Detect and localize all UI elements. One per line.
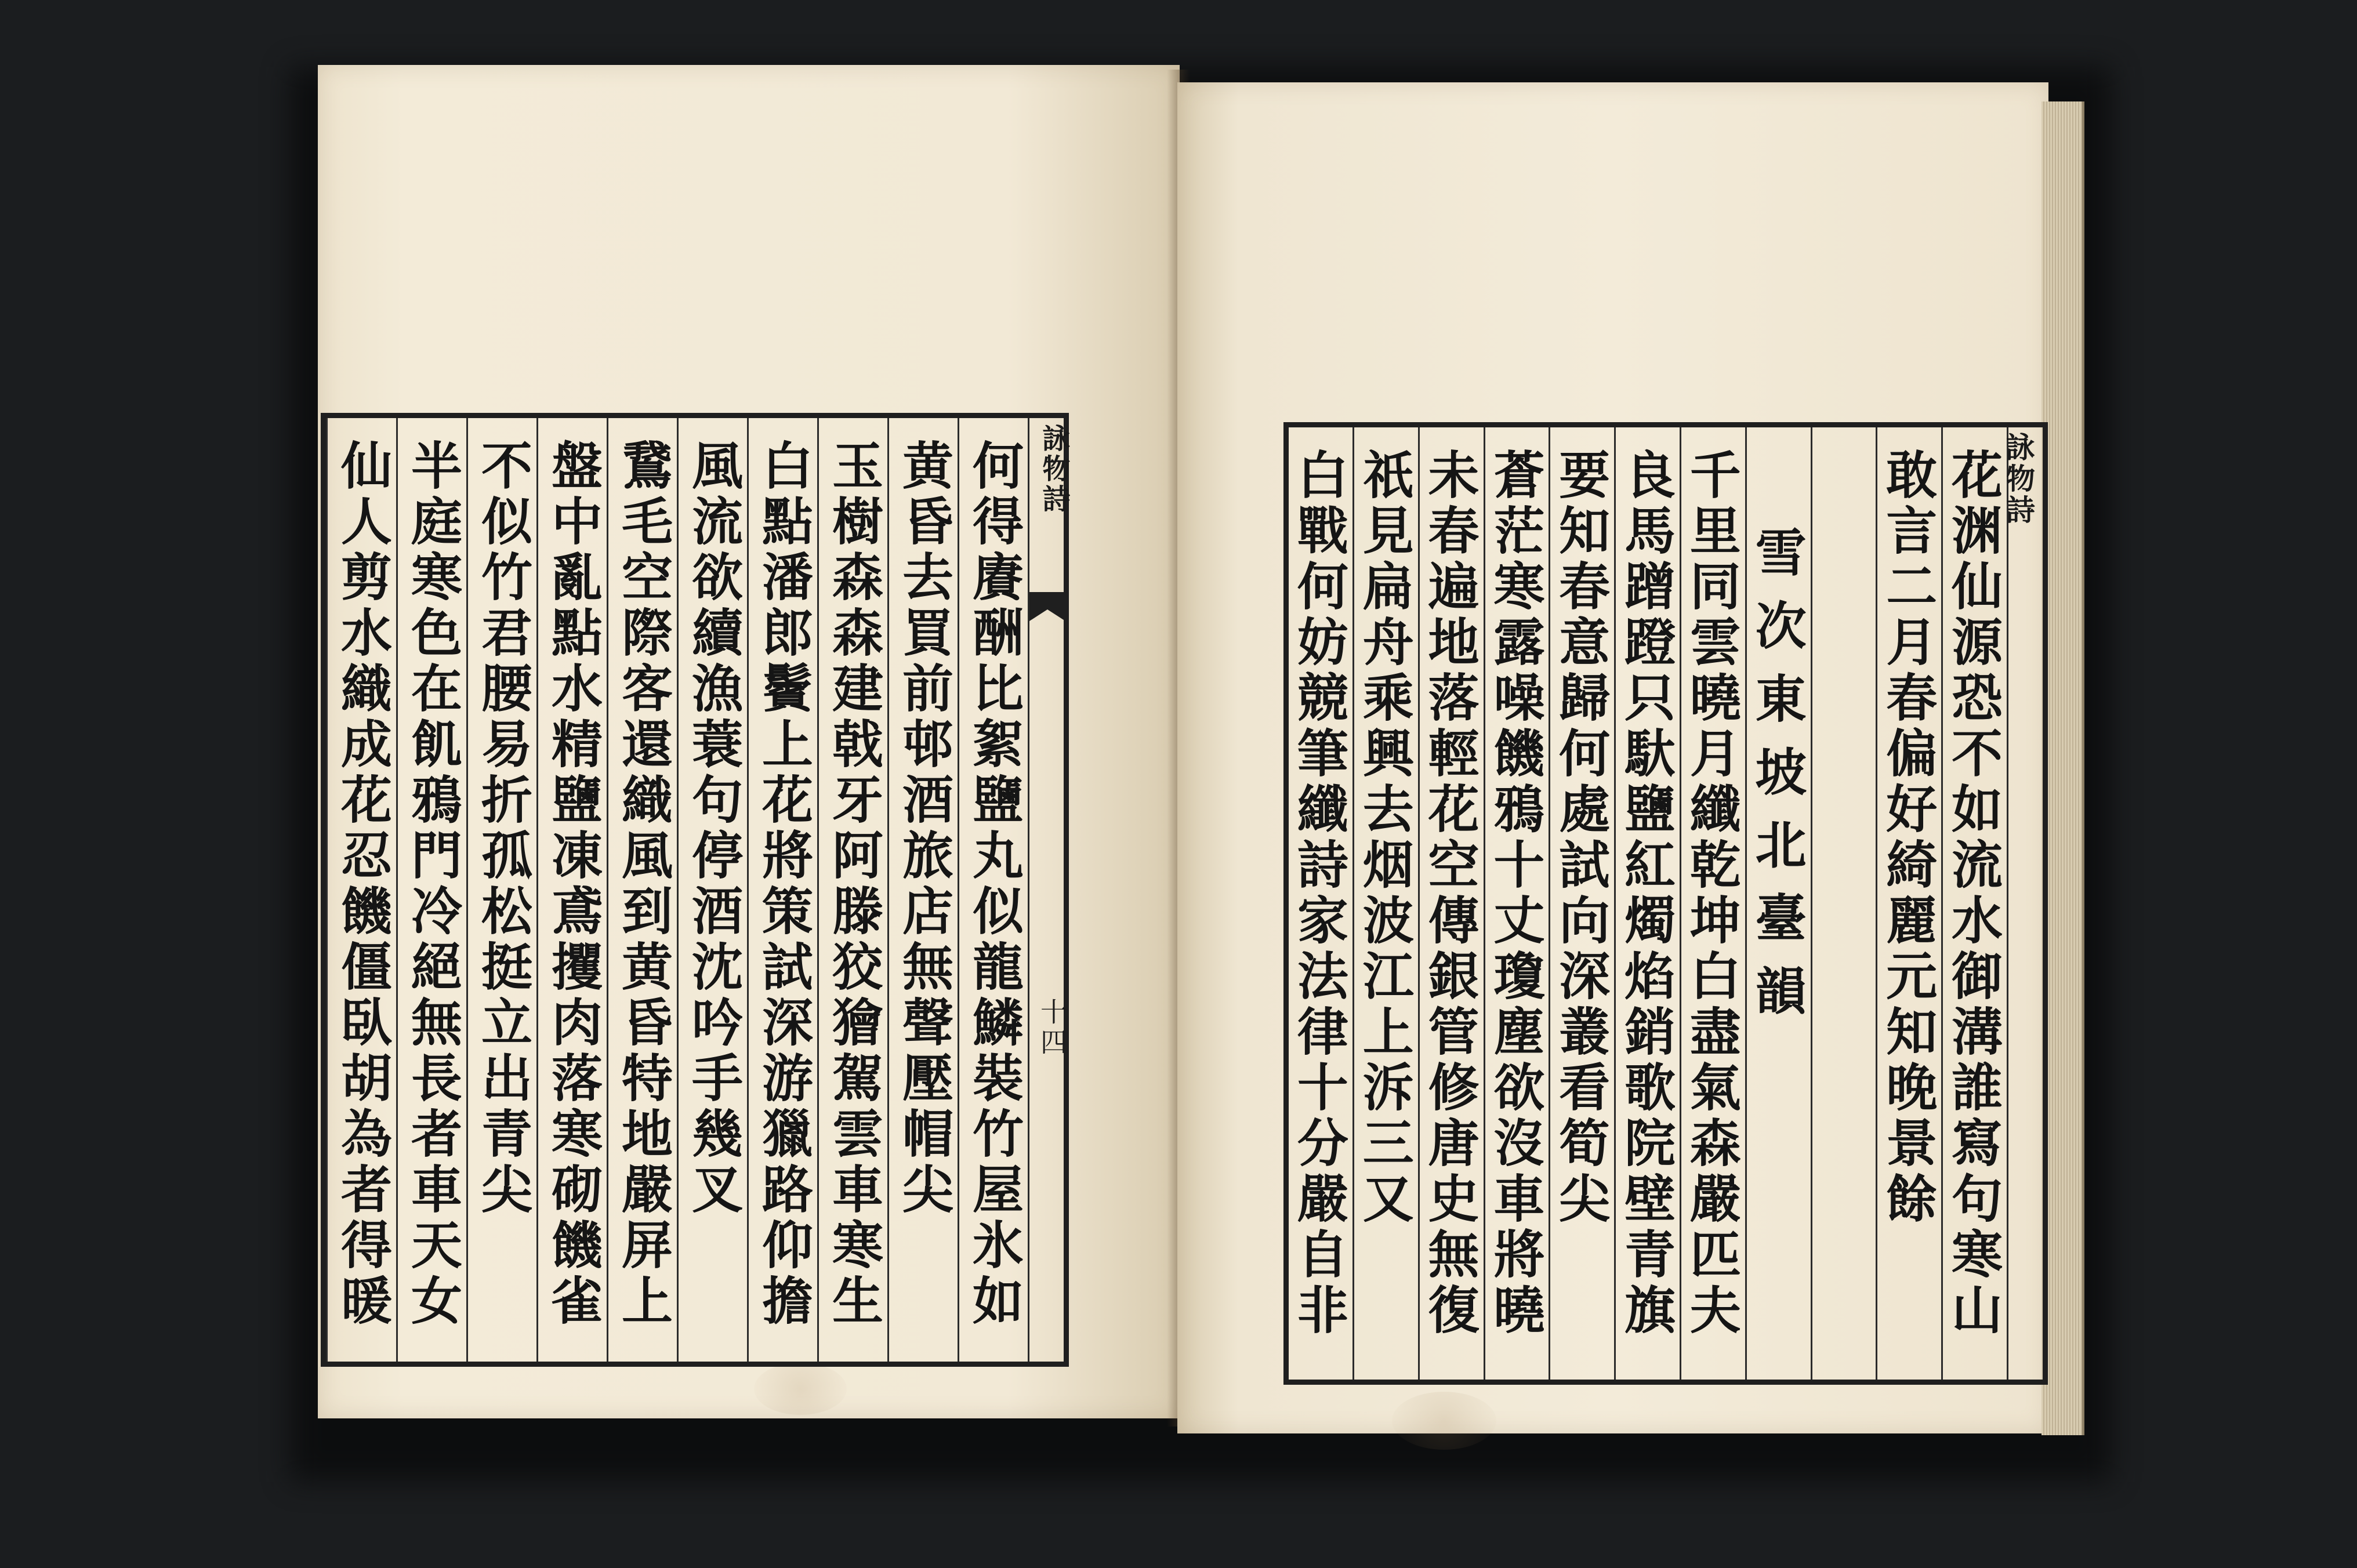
left-column-10: 仙人剪水織成花忍饑僵臥胡為者得暖: [326, 418, 396, 1362]
left-text-frame: [321, 413, 1069, 1367]
right-column-2: 敢言二月春偏好綺麗元知晚景餘: [1876, 427, 1941, 1380]
right-column-3: [1811, 427, 1876, 1380]
left-column-7: 盤中亂點水精鹽凍鳶攫肉落寒砌饑雀: [536, 418, 607, 1362]
left-column-9: 半庭寒色在飢鴉門冷絕無長者車天女: [396, 418, 466, 1362]
right-column-8: 蒼茫寒露噪饑鴉十丈瓊塵欲沒車將曉: [1484, 427, 1549, 1380]
left-fold-margin: [1028, 418, 1070, 1362]
right-column-7: 要知春意歸何處試向深叢看筍尖: [1549, 427, 1614, 1380]
page-edge-stack: [2041, 101, 2084, 1435]
right-column-5: 千里同雲曉月纖乾坤白盡氣森嚴匹夫: [1680, 427, 1745, 1380]
left-side-title: 詠物詩: [1038, 424, 1070, 514]
right-column-9: 未春遍地落輕花空傳銀管修唐史無復: [1418, 427, 1484, 1380]
right-column-heading: 雪次東坡北臺韻: [1745, 427, 1811, 1380]
right-column-11: 白戰何妨競筆纖詩家法律十分嚴自非: [1289, 448, 1350, 1339]
right-fold-margin: [2001, 427, 2043, 1380]
right-text-frame: [1283, 422, 2048, 1385]
left-column-8: 不似竹君腰易折孤松挺立出青尖: [466, 418, 536, 1362]
left-column-1: 何得賡酬比絮鹽丸似龍鱗裝竹屋氷如: [958, 418, 1028, 1362]
left-folio: 十四: [1036, 998, 1068, 1058]
paper-stain: [754, 1363, 847, 1415]
left-column-4: 白點潘郎鬢上花將策試深游獵路仰擔: [747, 418, 817, 1362]
left-columns: [326, 418, 1070, 1362]
right-column-10: 祇見扁舟乘興去烟波江上泝三又: [1352, 427, 1418, 1380]
left-column-5: 風流欲續漁蓑句停酒沈吟手幾叉: [677, 418, 747, 1362]
left-column-2: 黄昏去買前邨酒旅店無聲壓帽尖: [887, 418, 958, 1362]
right-column-6: 良馬蹭蹬只馱鹽紅燭焰銷歌院壁青旗: [1614, 427, 1680, 1380]
left-column-3: 玉樹森森建戟牙阿滕狡獪駕雲車寒生: [817, 418, 887, 1362]
right-columns: [1289, 427, 2043, 1380]
paper-stain-right: [1392, 1392, 1496, 1450]
right-column-1: 花渊仙源恐不如流水御溝誰寫句寒山: [1941, 427, 2007, 1380]
right-side-title: 詠物詩: [2001, 432, 2036, 526]
left-column-6: 鵞毛空際客還織風到黄昏特地嚴屏上: [607, 418, 677, 1362]
fishtail-mark-icon: [1029, 592, 1065, 638]
